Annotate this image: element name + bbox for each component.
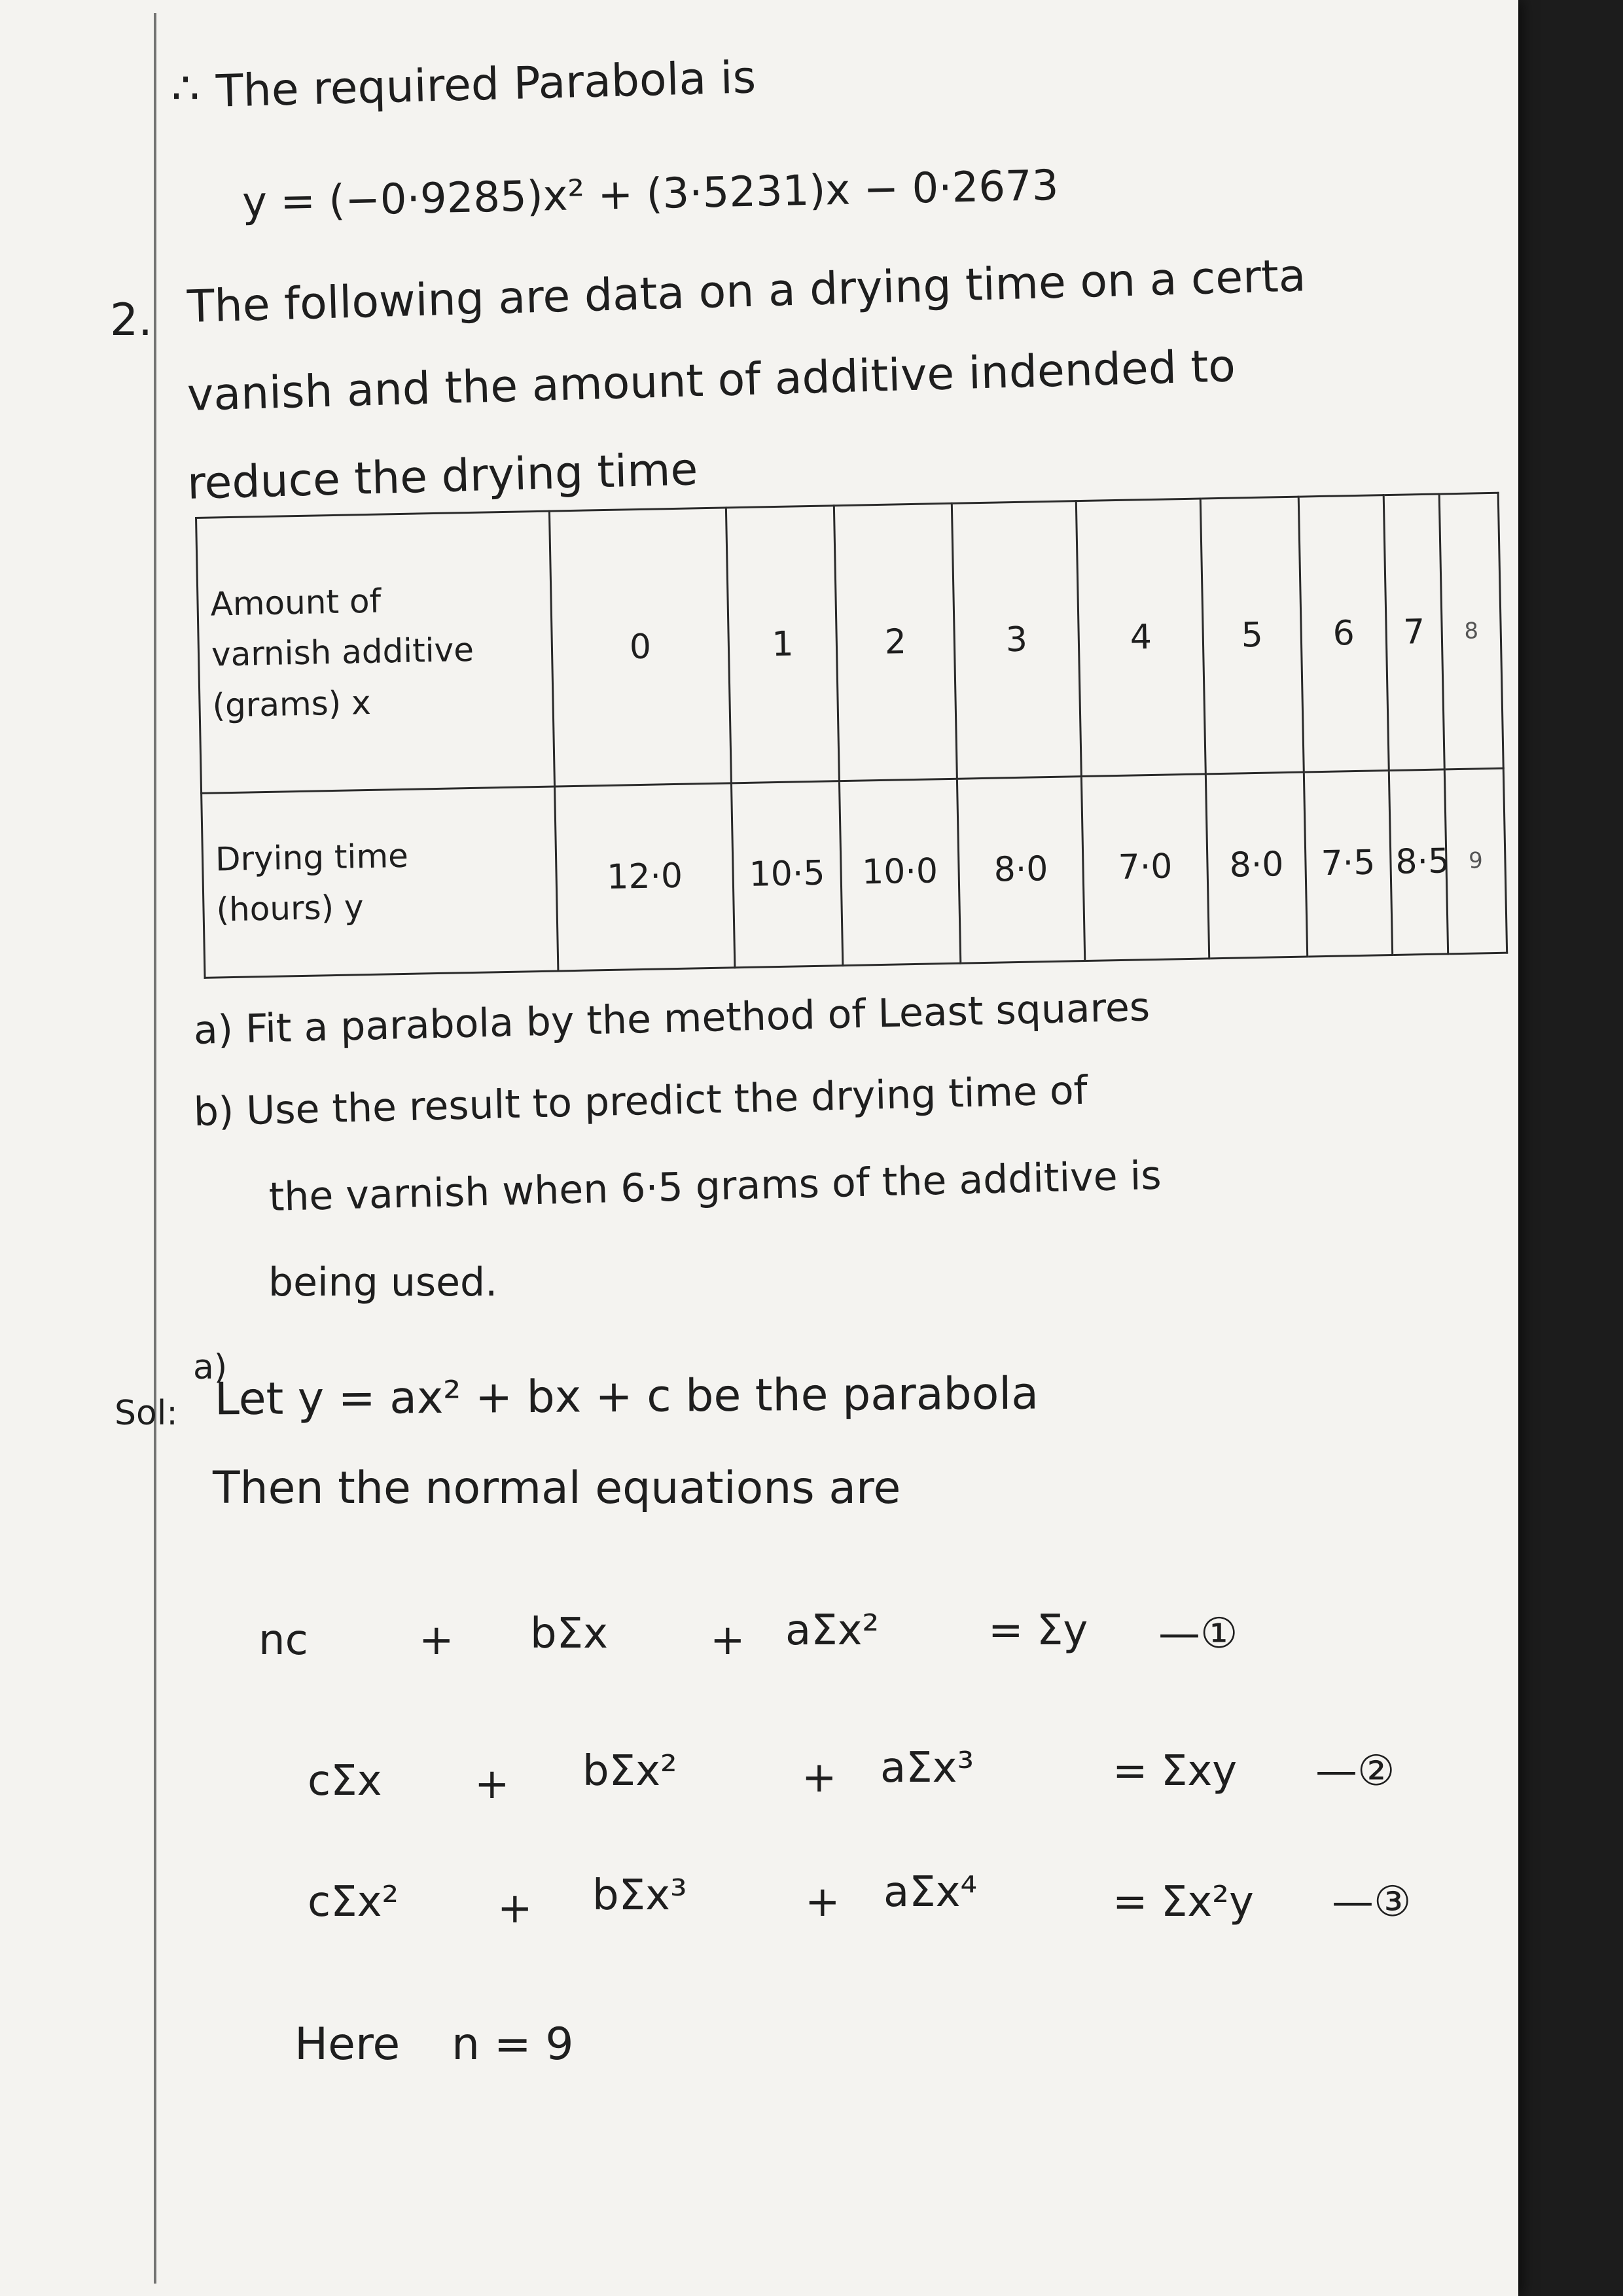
eq1-term-2: bΣx xyxy=(530,1610,608,1658)
table-row-x xyxy=(196,493,1504,793)
eq3-term-3: aΣx⁴ xyxy=(883,1868,978,1916)
question-line-2: vanish and the amount of additive indended to xyxy=(187,340,1236,421)
part-b-line-3: being used. xyxy=(268,1260,498,1305)
question-line-1: The following are data on a drying time on a certa xyxy=(187,250,1307,333)
x-header-line-1: Amount of xyxy=(210,582,382,624)
y-header-line-1: Drying time xyxy=(215,836,409,879)
eq1-term-1: nc xyxy=(259,1616,308,1665)
x-cell: 6 xyxy=(1298,495,1389,772)
eq3-plus-1: + xyxy=(497,1884,533,1933)
x-cell: 4 xyxy=(1076,499,1205,776)
part-a: a) Fit a parabola by the method of Least squares xyxy=(193,984,1150,1053)
x-cell: 1 xyxy=(726,506,839,783)
y-cell: 10·5 xyxy=(731,781,842,967)
part-b-line-2: the varnish when 6·5 grams of the additive is xyxy=(268,1152,1162,1220)
question-line-3: reduce the drying time xyxy=(187,444,699,510)
x-header-line-2: varnish additive xyxy=(211,630,474,674)
eq1-plus-1: + xyxy=(419,1616,454,1665)
required-parabola-line: The required Parabola is xyxy=(215,52,757,118)
y-cell: 8·0 xyxy=(957,776,1084,963)
eq2-plus-1: + xyxy=(474,1760,510,1809)
eq2-term-3: aΣx³ xyxy=(880,1744,974,1792)
x-cell: 7 xyxy=(1383,494,1444,770)
x-cell: 3 xyxy=(952,501,1081,779)
eq3-plus-2: + xyxy=(805,1878,840,1926)
part-b-line-1: b) Use the result to predict the drying time of xyxy=(193,1067,1088,1135)
y-header-line-2: (hours) y xyxy=(215,888,365,929)
n-value: n = 9 xyxy=(452,2019,574,2070)
y-cell: 8·5 xyxy=(1389,769,1448,955)
x-cell: 5 xyxy=(1200,497,1304,774)
y-header-cell xyxy=(202,786,558,978)
eq2-plus-2: + xyxy=(802,1754,837,1802)
table-row-y xyxy=(202,768,1507,978)
here-label: Here xyxy=(294,2019,401,2070)
y-cell: 12·0 xyxy=(555,783,735,971)
x-cell: 0 xyxy=(549,508,731,786)
y-cell: 8·0 xyxy=(1205,772,1307,959)
margin-line xyxy=(154,13,156,2284)
x-cell: 2 xyxy=(834,503,957,781)
x-cell: 8 xyxy=(1439,493,1503,769)
normal-equations-intro: Then the normal equations are xyxy=(213,1462,901,1514)
eq2-term-1: cΣx xyxy=(308,1757,382,1805)
therefore-symbol: ∴ xyxy=(171,63,200,115)
eq2-number: —② xyxy=(1315,1747,1395,1795)
let-line: Let y = ax² + bx + c be the parabola xyxy=(214,1368,1039,1426)
eq1-plus-2: + xyxy=(710,1616,745,1665)
y-cell: 9 xyxy=(1444,768,1507,954)
eq3-term-1: cΣx² xyxy=(308,1878,399,1926)
y-cell: 10·0 xyxy=(839,779,960,966)
eq3-rhs: = Σx²y xyxy=(1113,1878,1254,1926)
data-table xyxy=(195,492,1508,979)
eq2-term-2: bΣx² xyxy=(582,1747,677,1795)
eq1-number: —① xyxy=(1158,1610,1238,1658)
y-cell: 7·5 xyxy=(1304,770,1392,957)
eq1-term-3: aΣx² xyxy=(785,1606,880,1655)
solution-label: Sol: xyxy=(115,1394,178,1433)
question-number: 2. xyxy=(110,294,152,346)
eq1-rhs: = Σy xyxy=(988,1606,1088,1655)
eq3-number: —③ xyxy=(1332,1878,1412,1926)
solution-part-a: a) xyxy=(193,1348,228,1387)
eq3-term-2: bΣx³ xyxy=(592,1871,687,1920)
result-equation: y = (−0·9285)x² + (3·5231)x − 0·2673 xyxy=(241,161,1060,228)
eq2-rhs: = Σxy xyxy=(1113,1747,1238,1795)
x-header-line-3: (grams) x xyxy=(211,683,372,725)
x-header-cell xyxy=(196,511,555,793)
y-cell: 7·0 xyxy=(1081,774,1209,961)
